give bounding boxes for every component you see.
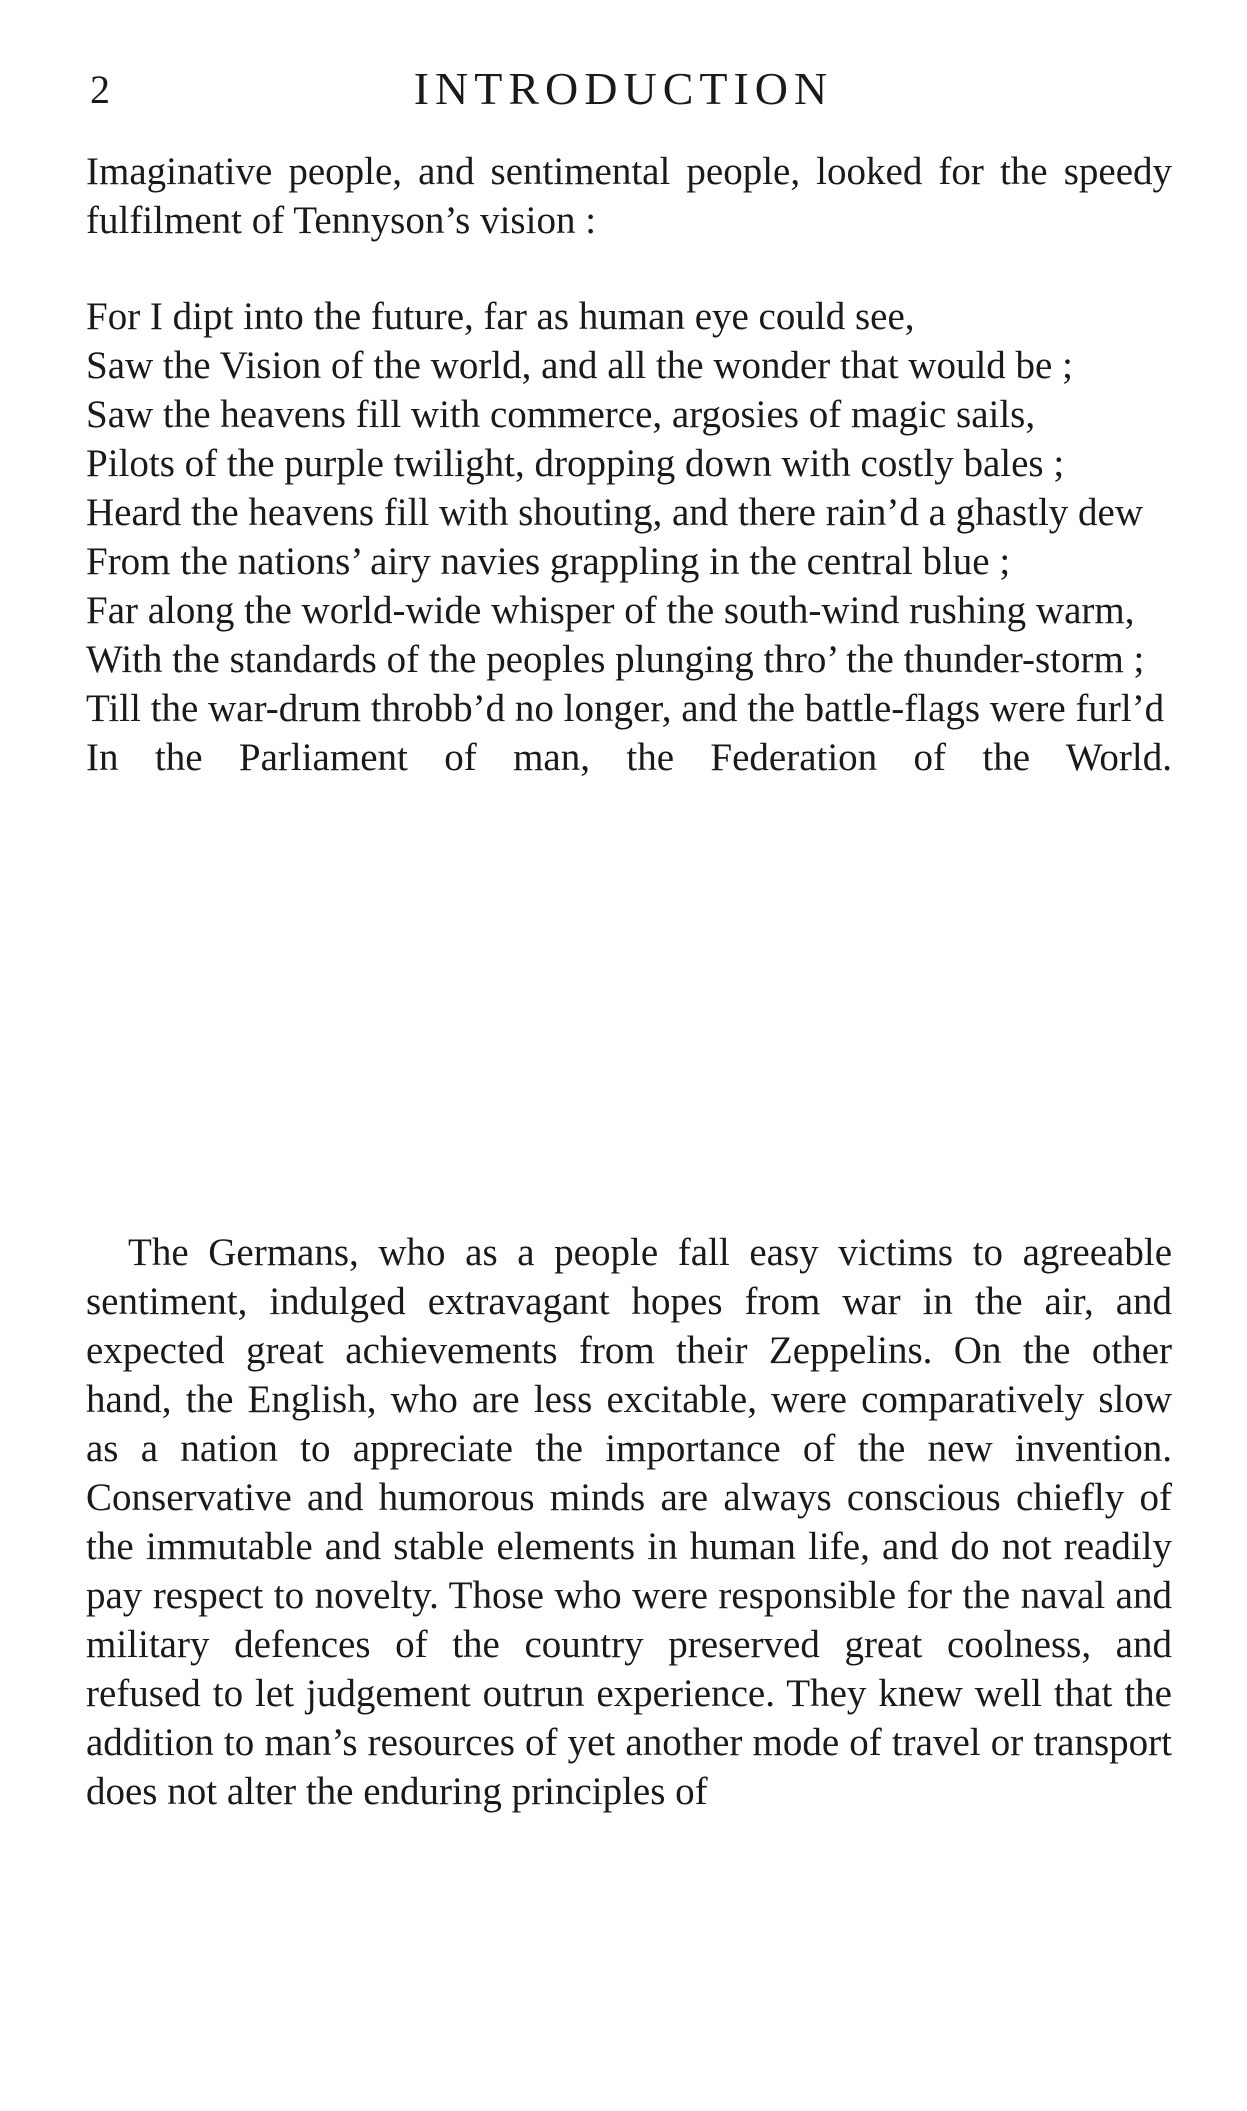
poem-line: Till the war-drum throbb’d no longer, and the battle-flags were furl’d: [86, 687, 1165, 730]
poem-line: For I dipt into the future, far as human eye could see,: [86, 295, 915, 338]
poem-line: Saw the Vision of the world, and all the wonder that would be ;: [86, 344, 1073, 387]
poem-line: From the nations’ airy navies grappling in the central blue ;: [86, 540, 1011, 583]
poem-quotation: [86, 292, 1172, 782]
page-number: 2: [90, 67, 110, 112]
running-head: INTRODUCTION: [413, 63, 834, 114]
poem-line: Far along the world-wide whisper of the south-wind rushing warm,: [86, 589, 1135, 632]
poem-line: Pilots of the purple twilight, dropping down with costly bales ;: [86, 442, 1065, 485]
poem-line: With the standards of the peoples plunging thro’ the thunder-storm ;: [86, 638, 1145, 681]
body-paragraph: The Germans, who as a people fall easy victims to agreeable sentiment, indulged extravagant hopes from war in the air, and expected great achievements from their Zeppelins. On the other hand, the English, who are less excitable, were comparatively slow as a nation to appreciate the importance of the new invention. Conservative and humorous minds are always conscious chiefly of the immutable and stable elements in human life, and do not readily pay respect to novelty. Those who were responsible for the naval and military defences of the country preserved great coolness, and refused to let judgement outrun experience. They knew well that the addition to man’s resources of yet another mode of travel or transport does not alter the enduring principles of: [86, 1231, 1172, 1813]
poem-line: Heard the heavens fill with shouting, and there rain’d a ghastly dew: [86, 491, 1144, 534]
intro-paragraph: Imaginative people, and sentimental people, looked for the speedy fulfilment of Tennyson’s vision :: [86, 150, 1172, 242]
poem-line: In the Parliament of man, the Federation of the World.: [86, 736, 1172, 779]
poem-line: Saw the heavens fill with commerce, argosies of magic sails,: [86, 393, 1036, 436]
